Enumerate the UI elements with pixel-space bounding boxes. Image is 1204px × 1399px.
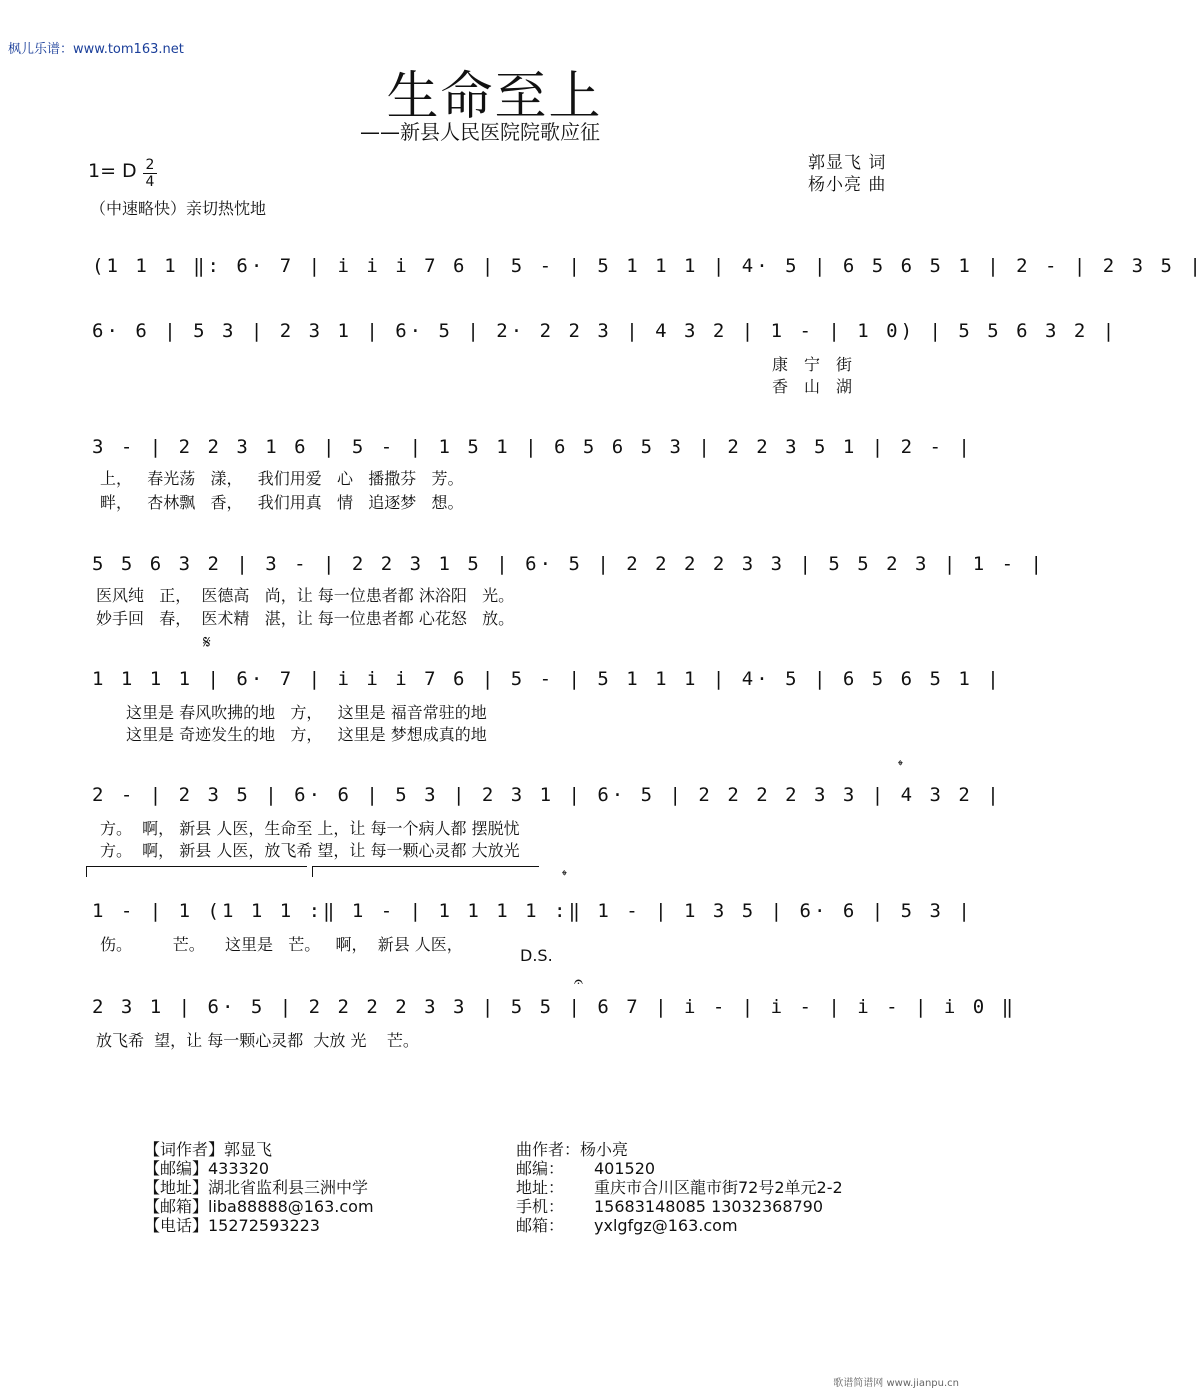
lyric-verse-1: 康宁街 bbox=[772, 355, 869, 374]
tempo-marking: （中速略快）亲切热忱地 bbox=[90, 199, 267, 218]
score-row-4 bbox=[92, 553, 1045, 577]
fermata-icon: 𝄐 bbox=[574, 972, 583, 991]
score-row-8 bbox=[92, 996, 1017, 1020]
lyric-verse-1: 方。 啊， 新县 人医，生命至 上，让 每一个病人都 摆脱忧 bbox=[100, 819, 520, 838]
footer-lyricist: 【词作者】郭显飞 bbox=[144, 1140, 273, 1159]
score-row-6 bbox=[92, 784, 1002, 808]
page-subtitle: ——新县人民医院院歌应征 bbox=[360, 120, 600, 144]
lyric-verse-2: 方。 啊， 新县 人医，放飞希 望，让 每一颗心灵都 大放光 bbox=[100, 841, 520, 860]
lyric-verse-1: 放飞希 望，让 每一颗心灵都 大放 光 芒。 bbox=[96, 1031, 419, 1050]
coda-icon: 𝄌 bbox=[562, 868, 567, 884]
footer-left bbox=[144, 1140, 374, 1235]
notation-line: 6· 6 | 5 3 | 2 3 1 | 6· 5 | 2· 2 2 3 | 4 3 2 | 1 - | 1 0) | 5 5 6 3 2 | bbox=[92, 320, 1118, 342]
lyric-verse-2: 畔， 杏林飘 香， 我们用真 情 追逐梦 想。 bbox=[100, 493, 464, 512]
second-ending-bracket bbox=[312, 866, 539, 877]
footer-phone: 【电话】15272593223 bbox=[144, 1216, 320, 1235]
lyric-verse-1: 伤。 芒。 这里是 芒。 啊， 新县 人医， bbox=[100, 935, 463, 954]
footer-address: 【地址】湖北省监利县三洲中学 bbox=[144, 1178, 369, 1197]
lyric-verse-1: 这里是 春风吹拂的地 方， 这里是 福音常驻的地 bbox=[126, 703, 487, 722]
notation-line: 2 - | 2 3 5 | 6· 6 | 5 3 | 2 3 1 | 6· 5 | 2 2 2 2 3 3 | 4 3 2 | bbox=[92, 784, 1002, 806]
footer-address-label: 地址： bbox=[516, 1178, 565, 1197]
notation-line: 1 - | 1 (1 1 1 :‖ 1 - | 1 1 1 1 :‖ 1 - | 1 3 5 | 6· 6 | 5 3 | bbox=[92, 900, 973, 922]
footer-email-value: yxlgfgz@163.com bbox=[594, 1216, 738, 1235]
lyric-verse-2: 妙手回 春， 医术精 湛，让 每一位患者都 心花怒 放。 bbox=[96, 609, 515, 628]
footer-composer-value bbox=[594, 1140, 843, 1159]
coda-icon: 𝄌 bbox=[898, 758, 903, 774]
footer-composer-label: 曲作者：杨小亮 bbox=[516, 1140, 629, 1159]
score-row-2 bbox=[92, 320, 1118, 344]
footer-mobile-value: 15683148085 13032368790 bbox=[594, 1197, 824, 1216]
time-signature-top: 2 bbox=[145, 157, 155, 173]
footer-right-values bbox=[594, 1140, 843, 1235]
score-row-1 bbox=[92, 255, 1204, 279]
composer-credit: 杨小亮 曲 bbox=[808, 175, 887, 195]
score-row-7 bbox=[92, 900, 973, 924]
footer-address-value: 重庆市合川区龍市街72号2单元2-2 bbox=[594, 1178, 843, 1197]
score-row-3 bbox=[92, 436, 973, 460]
lyric-verse-2: 这里是 奇迹发生的地 方， 这里是 梦想成真的地 bbox=[126, 725, 487, 744]
score-row-5 bbox=[92, 668, 1002, 692]
footer-zip-value: 401520 bbox=[594, 1159, 656, 1178]
notation-line: 3 - | 2 2 3 1 6 | 5 - | 1 5 1 | 6 5 6 5 3 | 2 2 3 5 1 | 2 - | bbox=[92, 436, 973, 458]
lyricist-credit: 郭显飞 词 bbox=[808, 153, 887, 173]
footer-mobile-label: 手机： bbox=[516, 1197, 565, 1216]
lyric-verse-1: 医风纯 正， 医德高 尚，让 每一位患者都 沐浴阳 光。 bbox=[96, 586, 515, 605]
notation-line: 1 1 1 1 | 6· 7 | i i i 7 6 | 5 - | 5 1 1 1 | 4· 5 | 6 5 6 5 1 | bbox=[92, 668, 1002, 690]
lyric-verse-1: 上， 春光荡 漾， 我们用爱 心 播撒芬 芳。 bbox=[100, 469, 464, 488]
time-signature-bottom: 4 bbox=[145, 174, 155, 190]
footer-zip-label: 邮编： bbox=[516, 1159, 565, 1178]
time-signature bbox=[140, 157, 160, 190]
key-signature: 1= D bbox=[88, 160, 137, 182]
corner-watermark: 歌谱简谱网 www.jianpu.cn bbox=[833, 1378, 959, 1389]
watermark: 枫儿乐谱：www.tom163.net bbox=[8, 42, 184, 57]
first-ending-bracket bbox=[86, 866, 307, 877]
notation-line: 2 3 1 | 6· 5 | 2 2 2 2 3 3 | 5 5 | 6 7 | i - | i - | i - | i 0 ‖ bbox=[92, 996, 1017, 1018]
lyric-verse-2: 香山湖 bbox=[772, 377, 869, 396]
notation-line: (1 1 1 ‖: 6· 7 | i i i 7 6 | 5 - | 5 1 1 1 | 4· 5 | 6 5 6 5 1 | 2 - | 2 3 5 | bbox=[92, 255, 1204, 277]
segno-icon: 𝄋 bbox=[203, 632, 211, 653]
notation-line: 5 5 6 3 2 | 3 - | 2 2 3 1 5 | 6· 5 | 2 2 2 2 3 3 | 5 5 2 3 | 1 - | bbox=[92, 553, 1045, 575]
dal-segno-marking: D.S. bbox=[520, 946, 553, 965]
page-title: 生命至上 bbox=[386, 67, 603, 127]
footer-zip: 【邮编】433320 bbox=[144, 1159, 270, 1178]
footer-email: 【邮箱】liba88888@163.com bbox=[144, 1197, 374, 1216]
footer-email-label: 邮箱： bbox=[516, 1216, 565, 1235]
